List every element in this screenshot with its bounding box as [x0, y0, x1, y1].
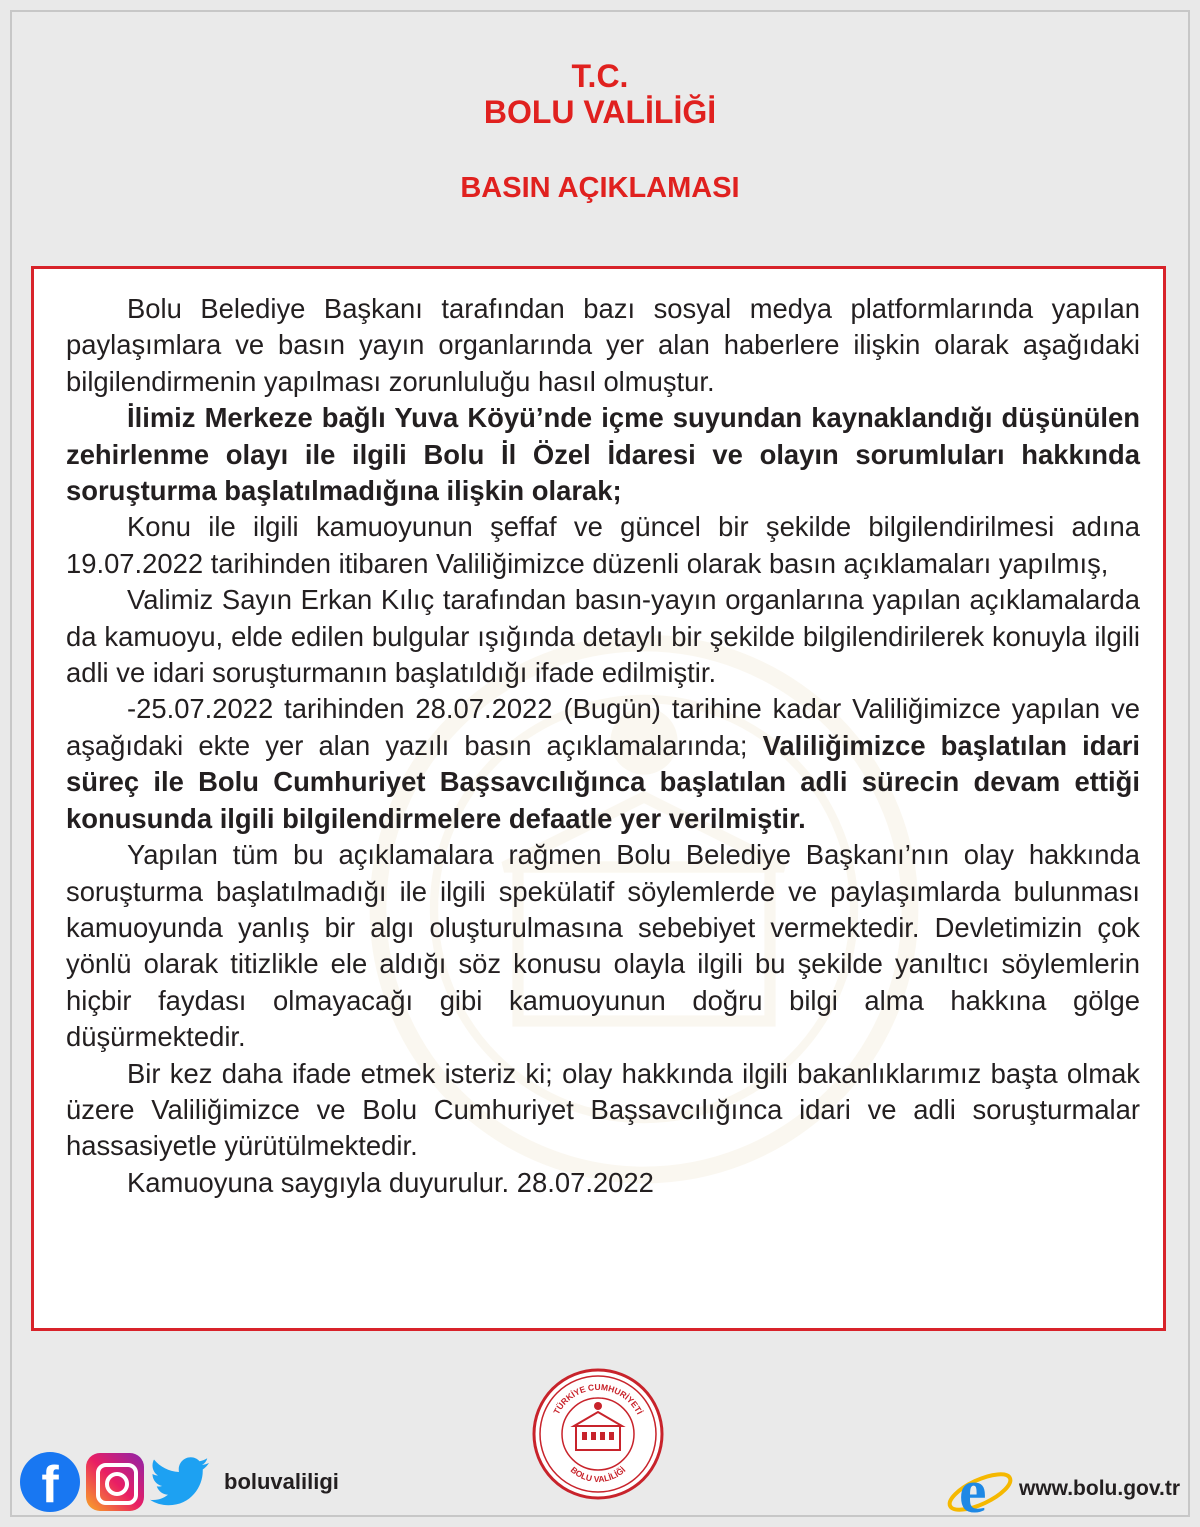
paragraph-1: Bolu Belediye Başkanı tarafından bazı sosyal medya platformlarında yapılan paylaşımlara ve basın yayın organlarında yer alan haberlere ilişkin olarak aşağıdaki bilgilendirmenin yapılması zorunluluğu hasıl olmuştur.: [66, 293, 1140, 397]
facebook-icon[interactable]: f: [20, 1452, 80, 1512]
internet-explorer-icon[interactable]: [945, 1456, 1015, 1522]
header-tc: T.C.: [571, 58, 629, 94]
paragraph-2: İlimiz Merkeze bağlı Yuva Köyü’nde içme suyundan kaynaklandığı düşünülen zehirlenme olayı ile ilgili Bolu İl Özel İdaresi ve olayın sorumluları hakkında soruşturma başlatılmadığına ilişkin olarak;: [66, 402, 1140, 507]
website-footer: [945, 1456, 1180, 1522]
page-title: BASIN AÇIKLAMASI: [460, 172, 740, 204]
statement-text: [66, 291, 1140, 1201]
social-handle[interactable]: boluvaliligi: [224, 1469, 339, 1494]
seal-top-text: TÜRKİYE CUMHURİYETİ: [551, 1381, 645, 1416]
governorship-seal-icon: [530, 1366, 666, 1502]
instagram-icon[interactable]: [86, 1453, 144, 1511]
website-url[interactable]: www.bolu.gov.tr: [1019, 1477, 1180, 1500]
paragraph-5-bold: Valiliğimizce başlatılan idari süreç ile Bolu Cumhuriyet Başsavcılığınca başlatılan adli sürecin devam ettiği konusunda ilgili bilgilendirmelere defaatle yer verilmiştir.: [66, 729, 1140, 834]
paragraph-4: Valimiz Sayın Erkan Kılıç tarafından basın-yayın organlarına yapılan açıklamalarda da kamuoyu, elde edilen bulgular ışığında detaylı bir şekilde bilgilendirilerek konuyla ilgili adli ve idari soruşturmanın başlatıldığı ifade edilmiştir.: [66, 584, 1140, 689]
paragraph-5: [66, 691, 1140, 837]
document-header: [0, 58, 1200, 205]
paragraph-3: Konu ile ilgili kamuoyunun şeffaf ve güncel bir şekilde bilgilendirilmesi adına 19.07.2022 tarihinden itibaren Valiliğimizce düzenli olarak basın açıklamaları yapılmış,: [66, 511, 1140, 579]
svg-text:e: e: [959, 1458, 987, 1522]
paragraph-6: Yapılan tüm bu açıklamalara rağmen Bolu Belediye Başkanı’nın olay hakkında soruşturma başlatılmadığı ile ilgili spekülatif söylemlerde ve paylaşımlarda bulunması kamuoyunda yanlış bir algı oluşturulmasına sebebiyet vermektedir. Devletimizin çok yönlü olarak titizlikle ele aldığı söz konusu olayla ilgili bu şekilde yanıltıcı söylemlerin hiçbir faydası olmayacağı gibi kamuoyunun doğru bilgi alma hakkına gölge düşürmektedir.: [66, 839, 1140, 1053]
statement-box: [31, 266, 1166, 1331]
seal-bottom-text: BOLU VALİLİĞİ: [568, 1464, 628, 1485]
paragraph-8: Kamuoyuna saygıyla duyurulur. 28.07.2022: [127, 1166, 654, 1198]
social-footer: [20, 1452, 339, 1512]
twitter-icon[interactable]: [150, 1457, 210, 1507]
paragraph-7: Bir kez daha ifade etmek isteriz ki; olay hakkında ilgili bakanlıklarımız başta olmak üzere Valiliğimizce ve Bolu Cumhuriyet Başsavcılığınca idari ve adli soruşturmalar hassasiyetle yürütülmektedir.: [66, 1057, 1140, 1162]
header-governorship: BOLU VALİLİĞİ: [483, 94, 717, 130]
paragraph-5-normal: -25.07.2022 tarihinden 28.07.2022 (Bugün) tarihine kadar Valiliğimizce yapılan ve aşağıdaki ekte yer alan yazılı basın açıklamalarında;: [66, 693, 1140, 761]
